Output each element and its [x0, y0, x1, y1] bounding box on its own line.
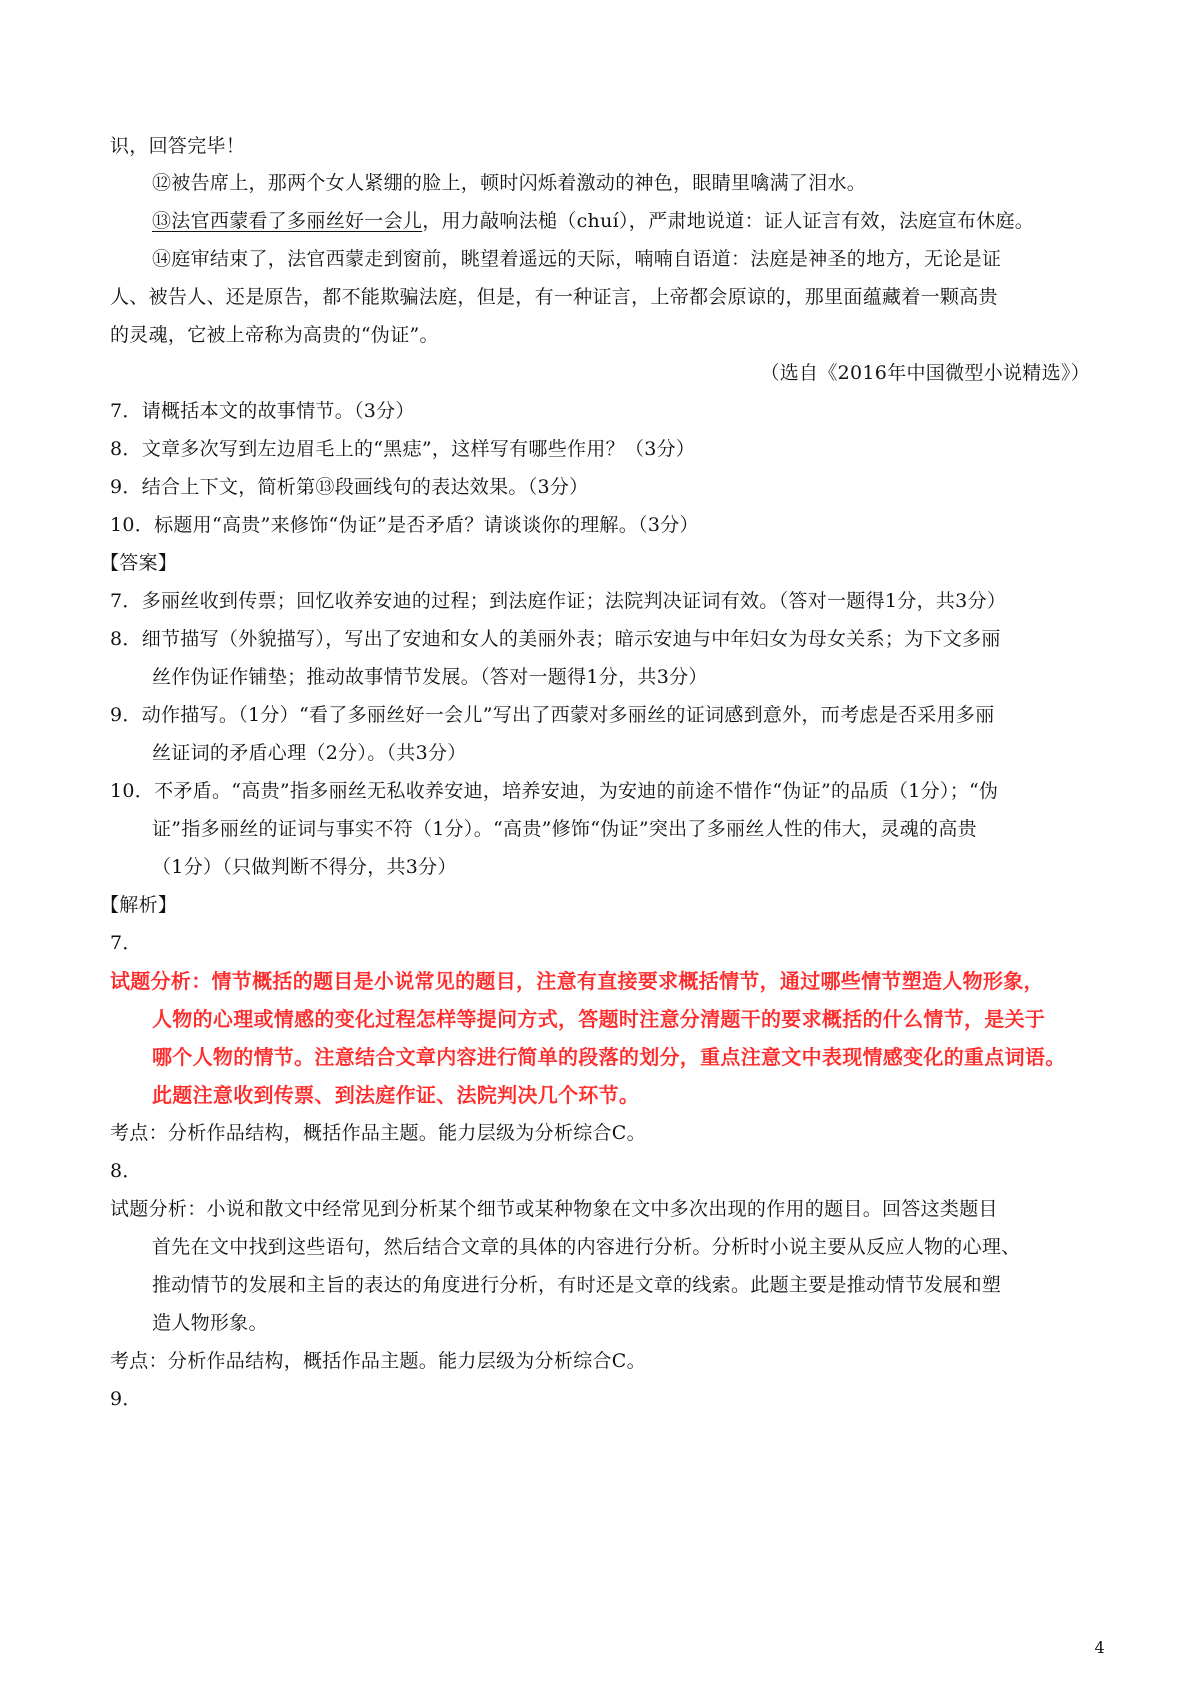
- question-8: 8．文章多次写到左边眉毛上的“黑痣”，这样写有哪些作用？（3分）: [110, 438, 696, 460]
- analysis-7-red: 此题注意收到传票、到法庭作证、法院判决几个环节。: [152, 1083, 640, 1107]
- analysis-8: 试题分析：小说和散文中经常见到分析某个细节或某种物象在文中多次出现的作用的题目。回答这类题目: [110, 1198, 998, 1220]
- analysis-number-8: 8．: [110, 1160, 142, 1182]
- page-number: 4: [1094, 1638, 1105, 1657]
- answer-9: 9．动作描写。（1分）“看了多丽丝好一会儿”写出了西蒙对多丽丝的证词感到意外，而考虑是否采用多丽: [110, 704, 995, 726]
- answer-10: 10．不矛盾。“高贵”指多丽丝无私收养安迪，培养安迪，为安迪的前途不惜作“伪证”的品质（1分）；“伪: [110, 780, 999, 802]
- analysis-number-9: 9．: [110, 1388, 142, 1410]
- answer-7: 7．多丽丝收到传票；回忆收养安迪的过程；到法庭作证；法院判决证词有效。（答对一题得1分，共3分）: [110, 590, 1007, 612]
- passage-line: 人、被告人、还是原告，都不能欺骗法庭，但是，有一种证言，上帝都会原谅的，那里面蕴藏着一颗高贵: [110, 286, 998, 308]
- kaodian-8: 考点：分析作品结构，概括作品主题。能力层级为分析综合C。: [110, 1350, 646, 1372]
- question-9: 9．结合上下文，简析第⑬段画线句的表达效果。（3分）: [110, 476, 589, 498]
- analysis-heading: 【解析】: [100, 894, 178, 916]
- analysis-7-red: 哪个人物的情节。注意结合文章内容进行简单的段落的划分，重点注意文中表现情感变化的重点词语。: [152, 1045, 1066, 1069]
- analysis-7-red: 试题分析：情节概括的题目是小说常见的题目，注意有直接要求概括情节，通过哪些情节塑造人物形象，: [110, 969, 1044, 993]
- source-citation: （选自《2016年中国微型小说精选》）: [760, 362, 1090, 384]
- answer-heading: 【答案】: [100, 552, 178, 574]
- passage-paragraph-14: ⑭庭审结束了，法官西蒙走到窗前，眺望着遥远的天际，喃喃自语道：法庭是神圣的地方，无论是证: [152, 248, 1002, 270]
- underlined-sentence: ⑬法官西蒙看了多丽丝好一会儿: [152, 210, 423, 232]
- analysis-7-red: 人物的心理或情感的变化过程怎样等提问方式，答题时注意分清题干的要求概括的什么情节，是关于: [152, 1007, 1046, 1031]
- kaodian-7: 考点：分析作品结构，概括作品主题。能力层级为分析综合C。: [110, 1122, 646, 1144]
- answer-10-continued: （1分）（只做判断不得分，共3分）: [152, 856, 457, 878]
- question-10: 10．标题用“高贵”来修饰“伪证”是否矛盾？请谈谈你的理解。（3分）: [110, 514, 699, 536]
- question-7: 7．请概括本文的故事情节。（3分）: [110, 400, 415, 422]
- analysis-8-continued: 推动情节的发展和主旨的表达的角度进行分析，有时还是文章的线索。此题主要是推动情节发展和塑: [152, 1274, 1002, 1296]
- passage-line: 的灵魂，它被上帝称为高贵的“伪证”。: [110, 324, 439, 346]
- answer-9-continued: 丝证词的矛盾心理（2分）。（共3分）: [152, 742, 467, 764]
- analysis-8-continued: 首先在文中找到这些语句，然后结合文章的具体的内容进行分析。分析时小说主要从反应人物的心理、: [152, 1236, 1021, 1258]
- answer-8-continued: 丝作伪证作铺垫；推动故事情节发展。（答对一题得1分，共3分）: [152, 666, 708, 688]
- passage-line: 识，回答完毕！: [110, 135, 246, 157]
- answer-10-continued: 证”指多丽丝的证词与事实不符（1分）。“高贵”修饰“伪证”突出了多丽丝人性的伟大，灵魂的高贵: [152, 818, 977, 840]
- analysis-8-continued: 造人物形象。: [152, 1312, 268, 1334]
- passage-paragraph-12: ⑫被告席上，那两个女人紧绷的脸上，顿时闪烁着激动的神色，眼睛里噙满了泪水。: [152, 172, 867, 194]
- analysis-number-7: 7．: [110, 932, 142, 954]
- answer-8: 8．细节描写（外貌描写），写出了安迪和女人的美丽外表；暗示安迪与中年妇女为母女关系；为下文多丽: [110, 628, 1001, 650]
- paragraph-13-rest: ，用力敲响法槌（chuí），严肃地说道：证人证言有效，法庭宣布休庭。: [422, 210, 1035, 232]
- passage-paragraph-13: [152, 206, 1034, 236]
